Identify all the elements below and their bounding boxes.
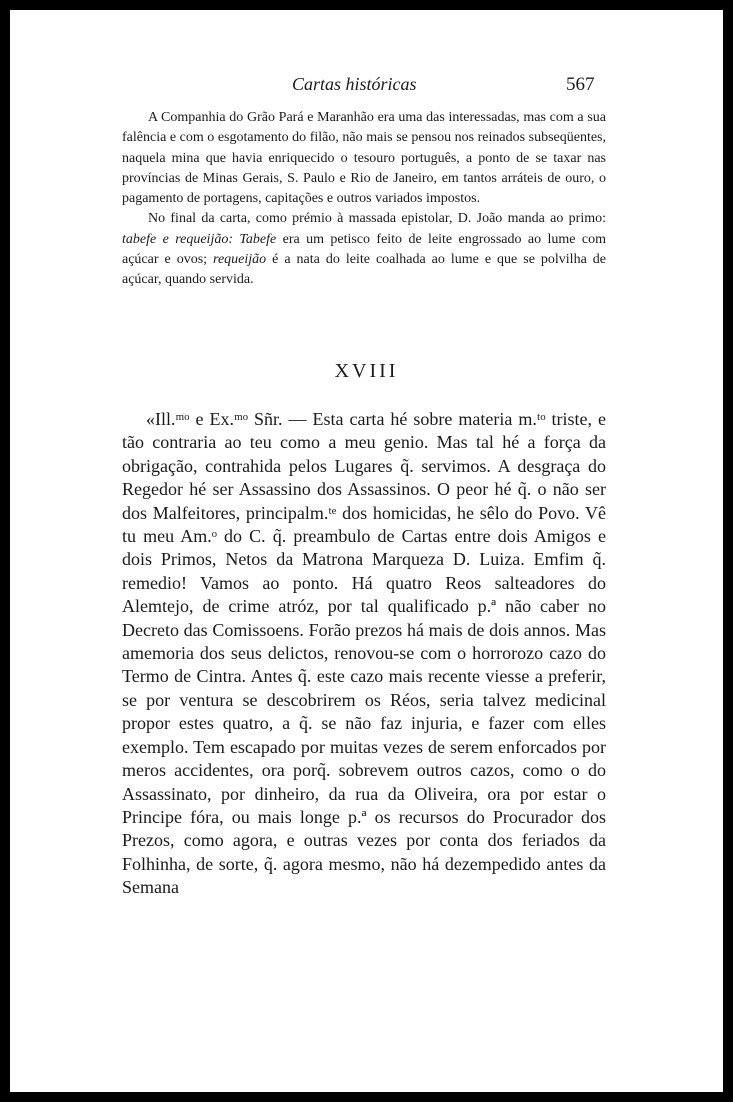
letter-paragraph: «Ill.ᵐᵒ e Ex.ᵐᵒ Sñr. — Esta carta hé sobre materia m.ᵗᵒ triste, e tão contraria ao teu como a meu genio. Mas tal hé a força da obrigação, contrahida pelos Lugares q̃. servimos. A desgraça do Regedor hé ser Assassino dos Assassinos. O peor hé q̃. o não ser dos Malfeitores, principalm.ᵗᵉ dos homicidas, he sêlo do Povo. Vê tu meu Am.ᵒ do C. q̃. preambulo de Cartas entre dois Amigos e dois Primos, Netos da Matrona Marqueza D. Luiza. Emfim q̃. remedio! Vamos ao ponto. Há quatro Reos salteadores do Alemtejo, de crime atróz, por tal qualificado p.ª não caber no Decreto das Comissoens. Forão prezos há mais de dois annos. Mas amemoria dos seus delictos, renovou-se com o horrorozo cazo do Termo de Cintra. Antes q̃. este cazo mais recente viesse a preferir, se por ventura se descobrirem os Réos, seria talvez medicinal propor estes quatro, a q̃. se não faz injuria, e fazer com elles exemplo. Tem escapado por muitas vezes de serem enforcados por meros accidentes, ora porq̃. sobrevem outros cazos, como o do Assassinato, por dinheiro, da rua da Oliveira, ora por estar o Principe fóra, ou mais longe p.ª os recursos do Procurador dos Prezos, como agora, e outras vezes por conta dos feriados da Folhinha, de sorte, q̃. agora mesmo, não há dezempedido antes da Semana (122, 409, 606, 898)
editorial-note (122, 108, 606, 291)
note-term: Tabefe (239, 231, 277, 247)
note-paragraph-1: A Companhia do Grão Pará e Maranhão era uma das interessadas, mas com a sua falência e com o esgotamento do filão, não mais se pensou nos reinados subseqüentes, naquela mina que havia enriquecido o tesouro português, a ponto de se taxar nas províncias de Minas Gerais, S. Paulo e Rio de Janeiro, em tantos arráteis de ouro, o pagamento de portagens, capitações e outros variados impostos. (122, 110, 606, 207)
note-text: No final da carta, como prémio à massada epistolar, D. João manda ao primo: (148, 211, 606, 227)
note-text: é a nata do leite coalhada ao lume e que se polvilha de açúcar, quando servida. (122, 252, 606, 288)
note-paragraph-2 (122, 209, 606, 290)
page-header (10, 74, 723, 100)
page-number: 567 (566, 74, 595, 95)
note-text: era um petisco feito de leite engrossado ao lume com açúcar e ovos; (122, 231, 606, 268)
section-heading: XVIII (334, 360, 399, 382)
note-term: tabefe e requeijão: (122, 231, 233, 247)
book-page (10, 10, 723, 1092)
running-title: Cartas históricas (292, 74, 417, 94)
letter-text (122, 408, 606, 900)
note-term: requeijão (213, 252, 267, 268)
